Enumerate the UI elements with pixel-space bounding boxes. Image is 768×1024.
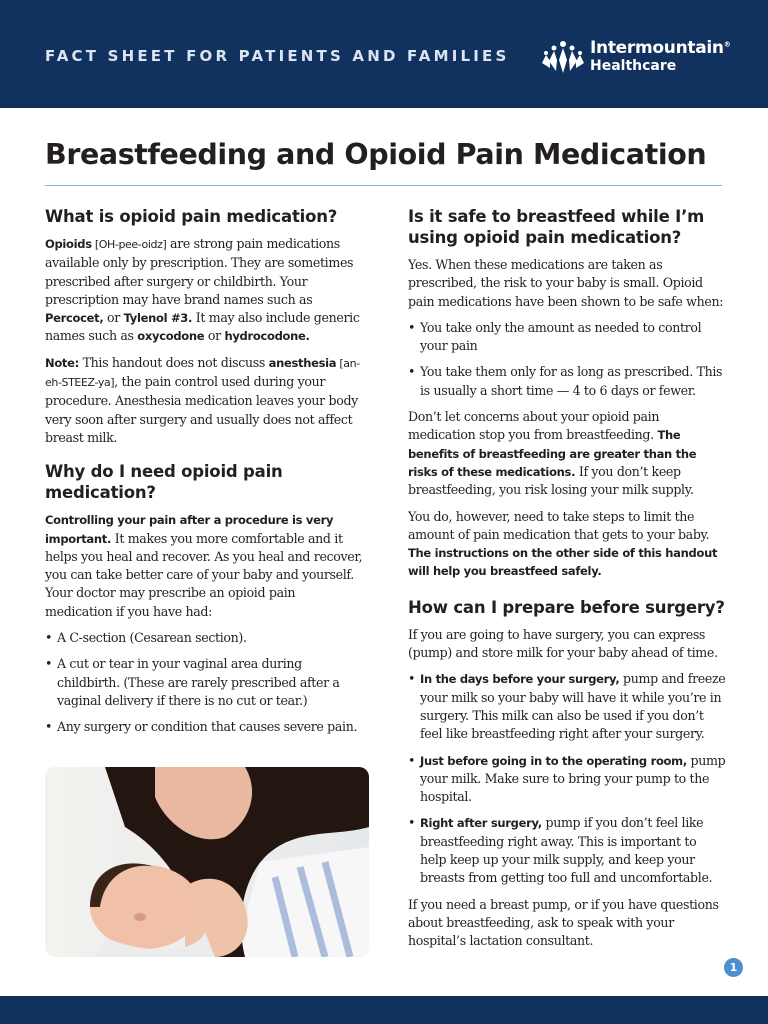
list-item: • A cut or tear in your vaginal area during childbirth. (These are rarely prescribed after a vaginal delivery if there is no cut or tear.) bbox=[45, 655, 365, 710]
list-item: • In the days before your surgery, pump and freeze your milk so your baby will have it while you’re in surgery. This milk can also be used if you don’t feel like breastfeeding right after your surgery. bbox=[408, 670, 726, 743]
why-need-paragraph: Controlling your pain after a procedure is very important. It makes you more comfortable and it helps you heal and recover. As you heal and recover, you can take better care of your baby and yourself. Your doctor may prescribe an opioid pain medication if you have had: bbox=[45, 513, 363, 619]
is-it-safe-paragraph: Yes. When these medications are taken as prescribed, the risk to your baby is small. Opioid pain medications have been shown to be safe when: bbox=[408, 257, 724, 309]
what-is-paragraph: Opioids [OH-pee-oidz] are strong pain medications available only by prescription. They are sometimes prescribed after surgery or childbirth. Your prescription may have brand names such as Percocet, or Tylenol #3. It may also include generic names such as oxycodone or hydrocodone. bbox=[45, 236, 360, 344]
logo-name: Intermountain bbox=[590, 38, 724, 58]
section-heading-why-need: Why do I need opioid pain medication? bbox=[45, 462, 283, 503]
section-heading-prepare: How can I prepare before surgery? bbox=[408, 597, 725, 617]
note-paragraph: Note: This handout does not discuss anesthesia [an-eh-STEEZ-ya], the pain control used during your procedure. Anesthesia medication leaves your body very soon after surgery and usually does not affect breast milk. bbox=[45, 354, 360, 445]
left-column bbox=[45, 206, 365, 745]
list-item: • Right after surgery, pump if you don’t feel like breastfeeding right away. This is important to help keep up your milk supply, and keep your breasts from getting too full and uncomfortable. bbox=[408, 814, 726, 887]
concerns-paragraph: Don’t let concerns about your opioid pain medication stop you from breastfeeding. The benefits of breastfeeding are greater than the risks of these medications. If you don’t keep breastfeeding, you risk losing your milk supply. bbox=[408, 409, 697, 498]
list-item: • A C-section (Cesarean section). bbox=[45, 629, 365, 647]
list-item: • Any surgery or condition that causes severe pain. bbox=[45, 718, 365, 736]
breast-pump-paragraph: If you need a breast pump, or if you have questions about breastfeeding, ask to speak with your hospital’s lactation consultant. bbox=[408, 896, 719, 949]
footer-bar bbox=[0, 996, 768, 1024]
mother-and-baby-photo bbox=[45, 767, 369, 957]
header-tagline: FACT SHEET FOR PATIENTS AND FAMILIES bbox=[45, 47, 510, 65]
section-heading-what-is: What is opioid pain medication? bbox=[45, 207, 338, 226]
logo-figures-icon bbox=[542, 40, 584, 74]
limit-paragraph: You do, however, need to take steps to limit the amount of pain medication that gets to your baby. The instructions on the other side of this handout will help you breastfeed safely. bbox=[408, 508, 718, 579]
page-number-badge: 1 bbox=[724, 958, 743, 977]
section-heading-is-it-safe: Is it safe to breastfeed while I’m using opioid pain medication? bbox=[408, 207, 705, 247]
is-it-safe-list bbox=[408, 319, 726, 400]
page-title: Breastfeeding and Opioid Pain Medication bbox=[45, 138, 707, 171]
list-item: • Just before going in to the operating room, pump your milk. Make sure to bring your pump to the hospital. bbox=[408, 752, 726, 807]
list-item: • You take only the amount as needed to control your pain bbox=[408, 319, 726, 356]
intermountain-logo: Intermountain® Healthcare bbox=[542, 38, 742, 78]
list-item: • You take them only for as long as prescribed. This is usually a short time — 4 to 6 days or fewer. bbox=[408, 363, 726, 400]
logo-subtitle: Healthcare bbox=[590, 58, 677, 74]
title-divider bbox=[45, 185, 722, 186]
prepare-paragraph: If you are going to have surgery, you can express (pump) and store milk for your baby ahead of time. bbox=[408, 626, 718, 661]
header-bar bbox=[0, 0, 768, 108]
why-need-list bbox=[45, 629, 365, 736]
prepare-list bbox=[408, 670, 726, 887]
right-column bbox=[408, 206, 726, 959]
